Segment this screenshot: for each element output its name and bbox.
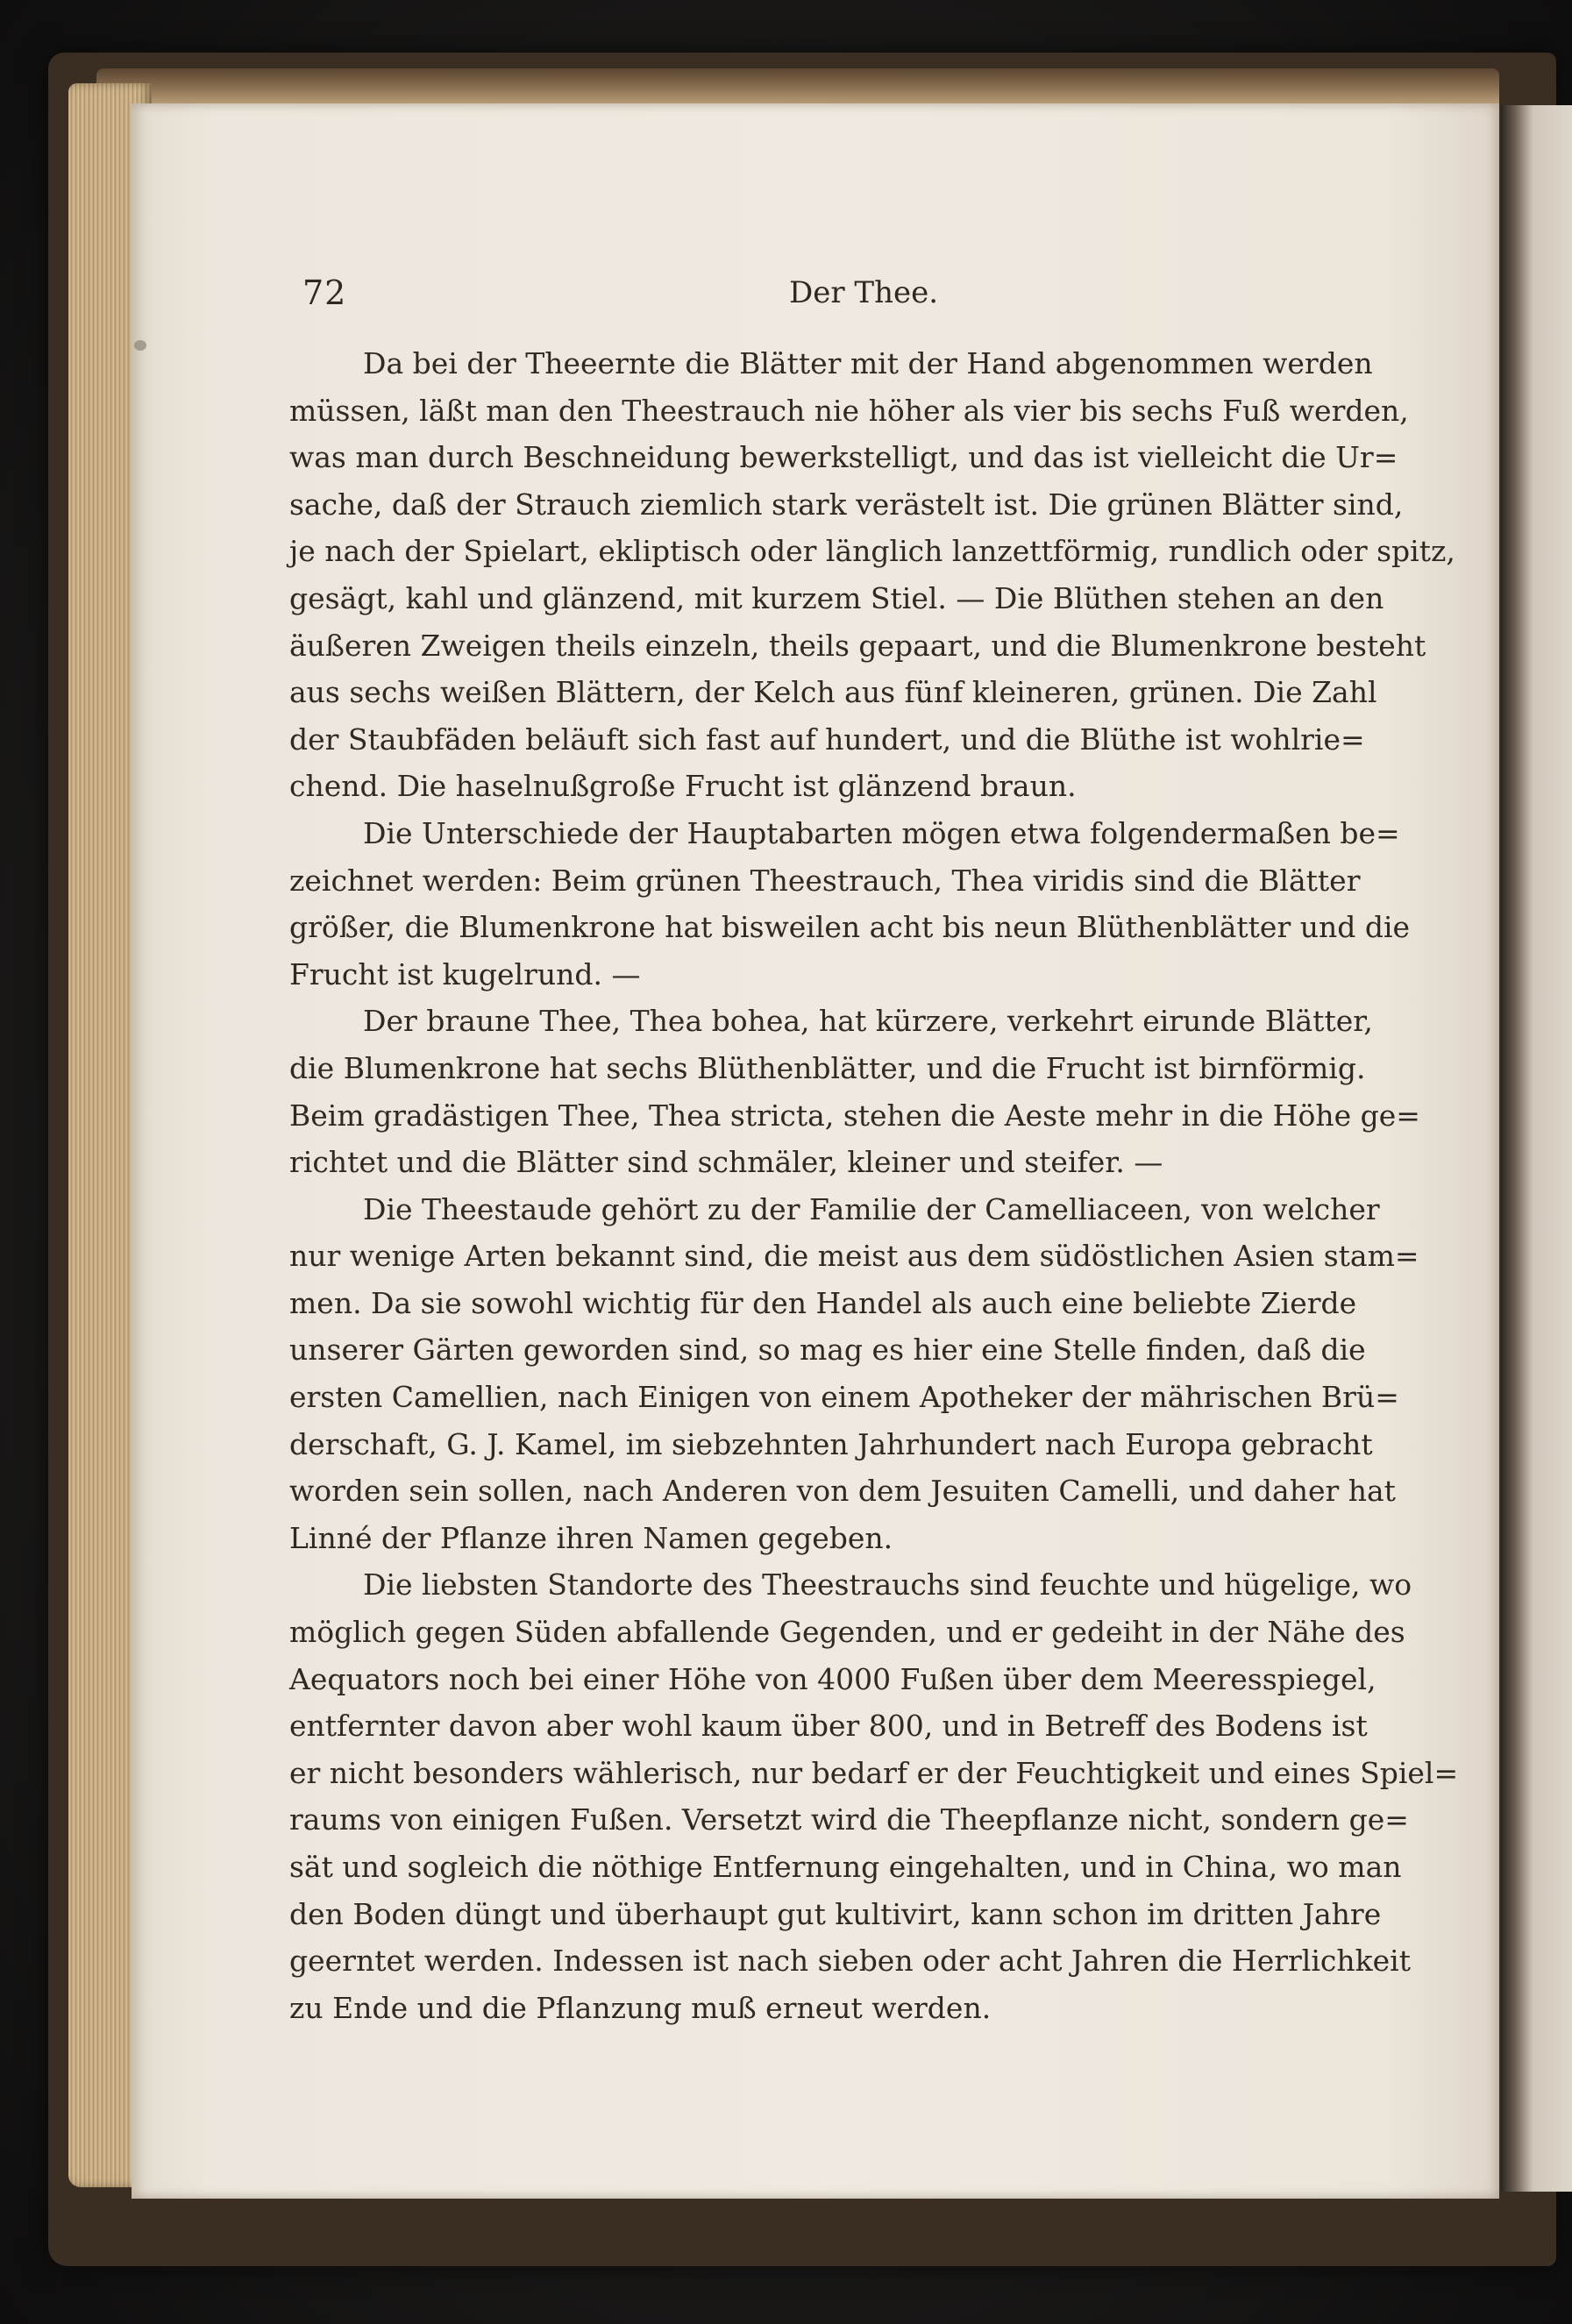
- text-line: Da bei der Theeernte die Blätter mit der Hand abgenommen werden: [363, 346, 1373, 380]
- text-line: Die Theestaude gehört zu der Familie der Camelliaceen, von welcher: [363, 1191, 1380, 1226]
- text-line: entfernter davon aber wohl kaum über 800, und in Betreff des Bodens ist: [289, 1709, 1368, 1744]
- body-text: [289, 340, 1459, 2031]
- text-line: Aequators noch bei einer Höhe von 4000 Fußen über dem Meeresspiegel,: [289, 1661, 1376, 1696]
- facing-page: [1501, 105, 1572, 2192]
- top-page-edge: [96, 68, 1499, 103]
- page-number: 72: [302, 274, 347, 312]
- text-line: derschaft, G. J. Kamel, im siebzehnten Jahrhundert nach Europa gebracht: [289, 1426, 1373, 1461]
- text-line: gesägt, kahl und glänzend, mit kurzem Stiel. — Die Blüthen stehen an den: [289, 580, 1384, 615]
- running-head: [302, 274, 1337, 316]
- text-line: der Staubfäden beläuft sich fast auf hundert, und die Blüthe ist wohlrie=: [289, 721, 1365, 757]
- text-line: men. Da sie sowohl wichtig für den Handel als auch eine beliebte Zierde: [289, 1285, 1357, 1320]
- text-line: zeichnet werden: Beim grünen Theestrauch, Thea viridis sind die Blätter: [289, 863, 1361, 898]
- text-line: worden sein sollen, nach Anderen von dem Jesuiten Camelli, und daher hat: [289, 1474, 1396, 1509]
- text-line: Der braune Thee, Thea bohea, hat kürzere, verkehrt eirunde Blätter,: [363, 1004, 1373, 1039]
- text-line: chend. Die haselnußgroße Frucht ist glänzend braun.: [289, 769, 1077, 804]
- text-line: raums von einigen Fußen. Versetzt wird die Theepflanze nicht, sondern ge=: [289, 1802, 1409, 1837]
- text-line: unserer Gärten geworden sind, so mag es hier eine Stelle finden, daß die: [289, 1333, 1366, 1368]
- text-line: Die liebsten Standorte des Theestrauchs sind feuchte und hügelige, wo: [363, 1567, 1412, 1603]
- text-line: sät und sogleich die nöthige Entfernung eingehalten, und in China, wo man: [289, 1850, 1402, 1884]
- text-line: Linné der Pflanze ihren Namen gegeben.: [289, 1520, 893, 1555]
- text-line: möglich gegen Süden abfallende Gegenden, und er gedeiht in der Nähe des: [289, 1615, 1405, 1650]
- text-line: den Boden düngt und überhaupt gut kultivirt, kann schon im dritten Jahre: [289, 1896, 1382, 1931]
- text-line: aus sechs weißen Blättern, der Kelch aus fünf kleineren, grünen. Die Zahl: [289, 675, 1377, 710]
- text-line: größer, die Blumenkrone hat bisweilen acht bis neun Blüthenblätter und die: [289, 910, 1411, 945]
- text-line: sache, daß der Strauch ziemlich stark verästelt ist. Die grünen Blätter sind,: [289, 487, 1404, 522]
- text-line: Beim gradästigen Thee, Thea stricta, stehen die Aeste mehr in die Höhe ge=: [289, 1098, 1420, 1133]
- text-line: die Blumenkrone hat sechs Blüthenblätter, und die Frucht ist birnförmig.: [289, 1050, 1366, 1085]
- text-line: nur wenige Arten bekannt sind, die meist aus dem südöstlichen Asien stam=: [289, 1239, 1419, 1274]
- chapter-title: Der Thee.: [788, 275, 939, 310]
- text-line: ersten Camellien, nach Einigen von einem Apotheker der mährischen Brü=: [289, 1380, 1399, 1415]
- text-line: was man durch Beschneidung bewerkstelligt, und das ist vielleicht die Ur=: [289, 440, 1398, 475]
- text-line: müssen, läßt man den Theestrauch nie höher als vier bis sechs Fuß werden,: [289, 393, 1409, 428]
- text-line: er nicht besonders wählerisch, nur bedarf er der Feuchtigkeit und eines Spiel=: [289, 1755, 1459, 1790]
- text-line: äußeren Zweigen theils einzeln, theils gepaart, und die Blumenkrone besteht: [289, 628, 1426, 663]
- text-line: je nach der Spielart, ekliptisch oder länglich lanzettförmig, rundlich oder spitz,: [289, 534, 1455, 569]
- paper-speck: [134, 340, 146, 351]
- text-line: richtet und die Blätter sind schmäler, kleiner und steifer. —: [289, 1145, 1163, 1180]
- text-line: zu Ende und die Pflanzung muß erneut werden.: [289, 1990, 992, 2025]
- text-line: Die Unterschiede der Hauptabarten mögen etwa folgendermaßen be=: [363, 815, 1400, 850]
- text-line: Frucht ist kugelrund. —: [289, 956, 641, 991]
- text-line: geerntet werden. Indessen ist nach sieben oder acht Jahren die Herrlichkeit: [289, 1944, 1411, 1979]
